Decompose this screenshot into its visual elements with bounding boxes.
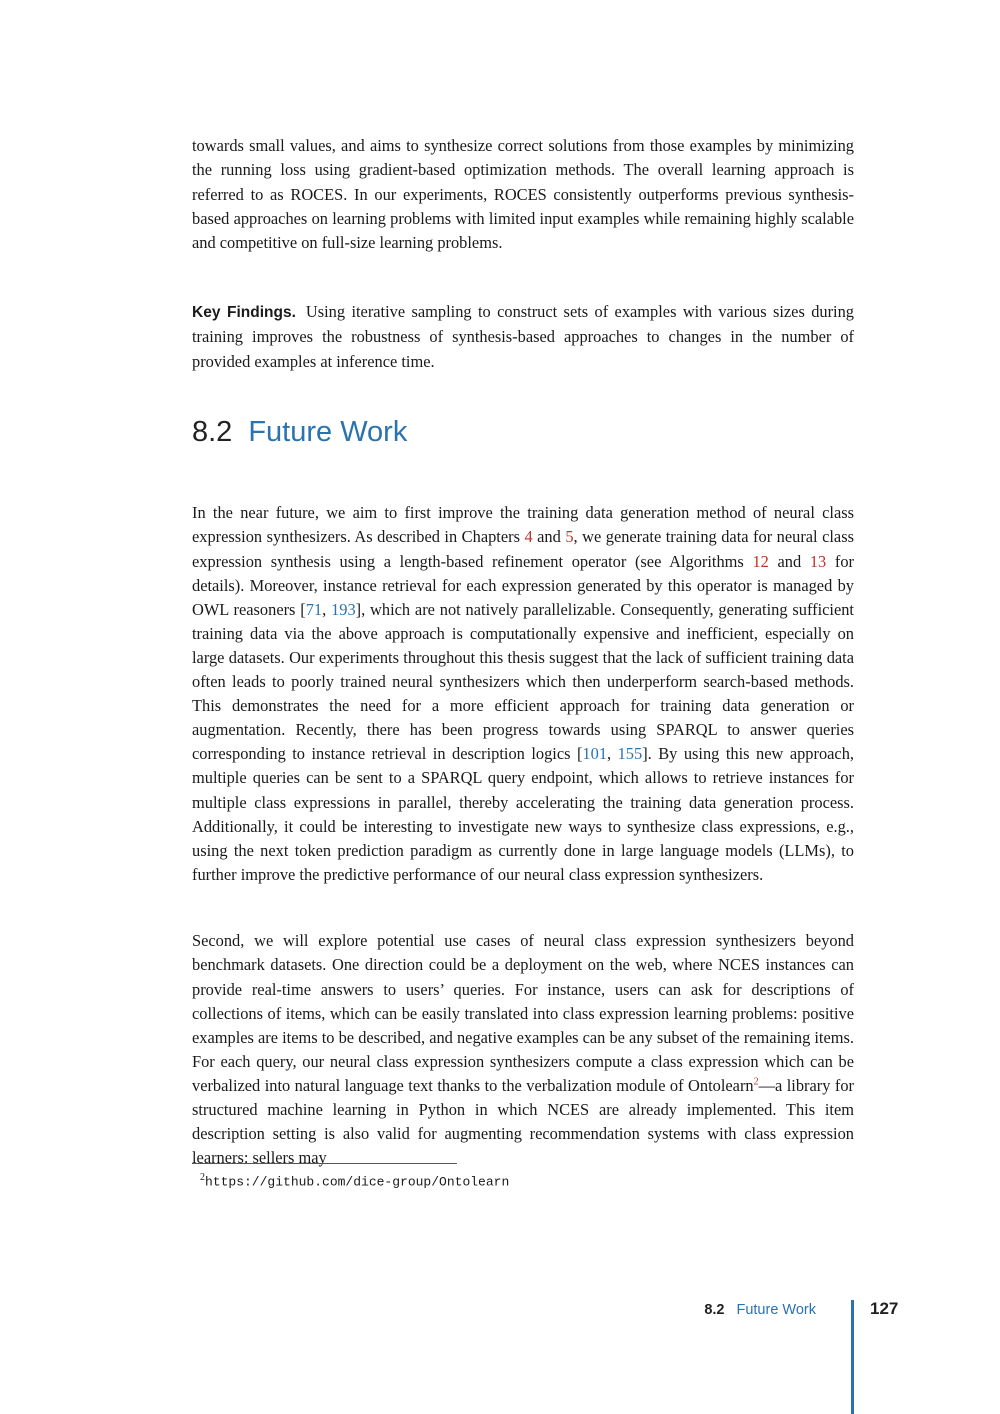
chapter-ref-5[interactable]: 5	[565, 527, 574, 547]
key-findings-label: Key Findings.	[192, 304, 296, 322]
algorithm-ref-12[interactable]: 12	[752, 551, 769, 571]
text-span: ,	[322, 599, 332, 619]
key-findings-paragraph	[192, 300, 854, 373]
section-number: 8.2	[192, 416, 233, 448]
footnote-divider	[192, 1163, 457, 1164]
page-number: 127	[870, 1299, 899, 1318]
footnote-ref[interactable]: 2	[753, 1076, 759, 1088]
citation-101[interactable]: 101	[582, 744, 608, 764]
text-span: , we generate training data for neural class expression synthesis using a length-based refinement operator (see Algorithms	[192, 527, 854, 571]
footnote-url-link[interactable]: https://github.com/dice-group/Ontolearn	[205, 1174, 510, 1190]
text-span: ,	[607, 744, 618, 764]
citation-193[interactable]: 193	[331, 599, 356, 619]
key-findings-text: Using iterative sampling to construct sets of examples with various sizes during training improves the robustness of synthesis-based approaches to changes in the number of provided examples at inference time.	[192, 302, 854, 371]
algorithm-ref-13[interactable]: 13	[809, 551, 827, 571]
running-header-title: Future Work	[736, 1302, 816, 1318]
text-span: and	[532, 527, 566, 547]
text-span: for details). Moreover, instance retrieval for each expression generated by this operator is managed by OWL reasoners [	[192, 551, 854, 619]
future-work-paragraph-2	[192, 929, 854, 1170]
page-edge-rule	[851, 1300, 854, 1414]
section-title: Future Work	[248, 416, 408, 448]
text-span: ]. By using this new approach, multiple queries can be sent to a SPARQL query endpoint, which allows to retrieve instances for multiple class expressions in parallel, thereby accelerating the training data generation process. Additionally, it could be interesting to investigate new ways to synthesize class expressions, e.g., using the next token prediction paradigm as currently done in large language models (LLMs), to further improve the predictive performance of our neural class expression synthesizers.	[192, 744, 854, 884]
citation-71[interactable]: 71	[305, 599, 323, 619]
text-span: Second, we will explore potential use cases of neural class expression synthesizers beyond benchmark datasets. One direction could be a deployment on the web, where NCES instances can provide real-time answers to users’ queries. For instance, users can ask for descriptions of collections of items, which can be easily translated into class expression learning problems: positive examples are items to be described, and negative examples can be any subset of the remaining items. For each query, our neural class expression synthesizers compute a class expression which can be verbalized into natural language text thanks to the verbalization module of Ontolearn	[192, 931, 854, 1095]
chapter-ref-4[interactable]: 4	[524, 527, 533, 547]
citation-155[interactable]: 155	[617, 744, 643, 764]
text-span: ], which are not natively parallelizable. Consequently, generating sufficient training data via the above approach is computationally expensive and inefficient, especially on large datasets. Our experiments throughout this thesis suggest that the lack of sufficient training data often leads to poorly trained neural synthesizers which then underperform search-based methods. This demonstrates the need for a more efficient approach for training data generation or augmentation. Recently, there has been progress towards using SPARQL to answer queries corresponding to instance retrieval in description logics [	[192, 599, 854, 764]
text-span: —a library for structured machine learning in Python in which NCES are already implemented. This item description setting is also valid for augmenting recommendation systems with class expression learners: sellers may	[192, 1075, 854, 1168]
text-span: In the near future, we aim to first improve the training data generation method of neural class expression synthesizers. As described in Chapters	[192, 503, 854, 547]
future-work-paragraph-1	[192, 501, 854, 887]
running-header	[704, 1300, 816, 1320]
footnote	[200, 1168, 509, 1192]
intro-paragraph: towards small values, and aims to synthesize correct solutions from those examples by minimizing the running loss using gradient-based optimization methods. The overall learning approach is referred to as ROCES. In our experiments, ROCES consistently outperforms previous synthesis-based approaches on learning problems with limited input examples while remaining highly scalable and competitive on full-size learning problems.	[192, 136, 854, 252]
section-heading	[192, 414, 407, 450]
footnote-mark: 2	[200, 1172, 205, 1183]
text-span: and	[768, 551, 810, 571]
running-header-number: 8.2	[704, 1302, 725, 1318]
